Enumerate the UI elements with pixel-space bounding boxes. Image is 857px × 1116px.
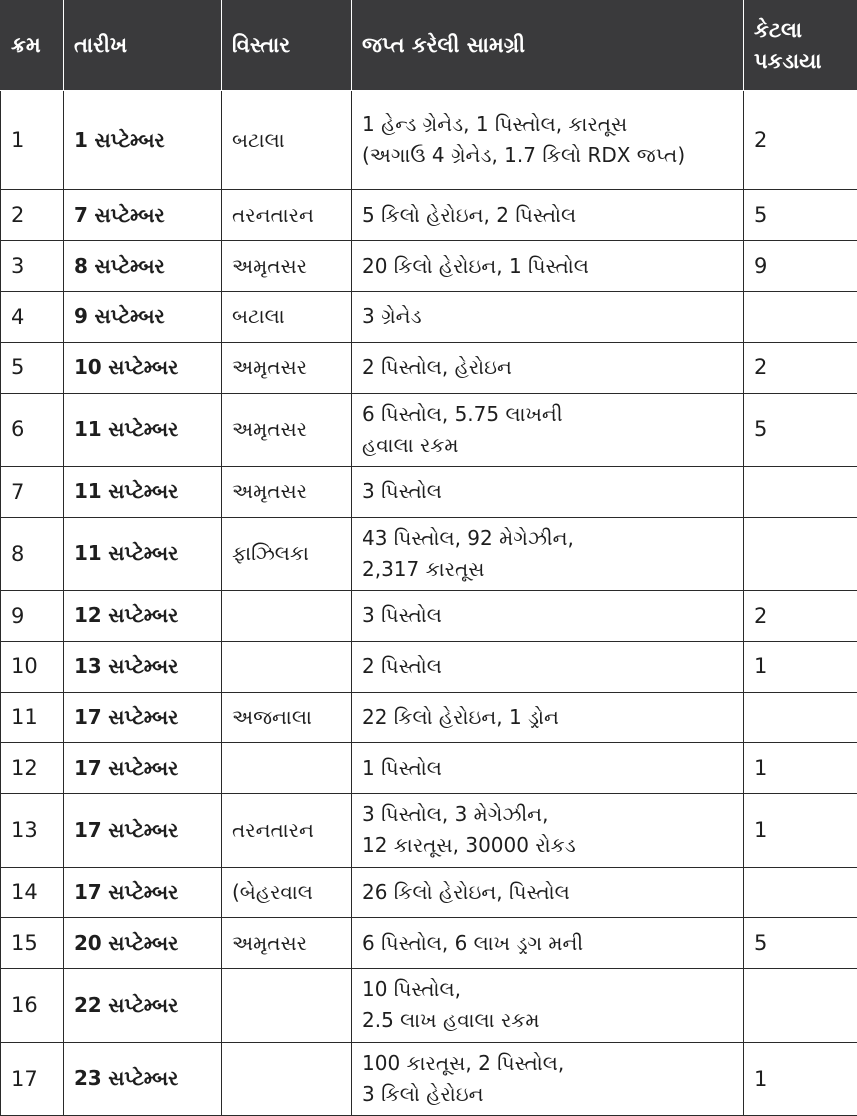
seized-line: 20 કિલો હેરોઇન, 1 પિસ્તોલ [362, 253, 589, 278]
cell-serial: 16 [1, 969, 64, 1042]
cell-seized [352, 91, 744, 190]
cell-serial: 4 [1, 291, 64, 342]
header-seized: જપ્ત કરેલી સામગ્રી [352, 1, 744, 91]
cell-seized [352, 692, 744, 743]
cell-arrested: 1 [744, 794, 857, 867]
cell-seized [352, 466, 744, 517]
seized-line: 1 પિસ્તોલ [362, 755, 442, 780]
cell-arrested: 2 [744, 91, 857, 190]
cell-arrested [744, 517, 857, 590]
cell-area: અમૃતસર [222, 918, 352, 969]
cell-seized [352, 291, 744, 342]
table-row [1, 641, 857, 692]
cell-arrested: 5 [744, 190, 857, 241]
cell-serial: 12 [1, 743, 64, 794]
cell-seized [352, 743, 744, 794]
table-row [1, 190, 857, 241]
table-row [1, 867, 857, 918]
cell-area [222, 969, 352, 1042]
cell-serial: 3 [1, 241, 64, 292]
cell-area: બટાલા [222, 291, 352, 342]
cell-arrested: 1 [744, 641, 857, 692]
seized-line: 26 કિલો હેરોઇન, પિસ્તોલ [362, 880, 570, 905]
seized-line: 3 કિલો હેરોઇન [362, 1081, 484, 1106]
seized-line: 43 પિસ્તોલ, 92 મેગેઝીન, [362, 525, 574, 550]
cell-date: 8 સપ્ટેમ્બર [64, 241, 222, 292]
cell-arrested [744, 969, 857, 1042]
cell-arrested: 1 [744, 743, 857, 794]
seized-line: 3 પિસ્તોલ [362, 479, 442, 504]
cell-serial: 9 [1, 591, 64, 642]
cell-area: અમૃતસર [222, 342, 352, 393]
cell-area: અમૃતસર [222, 466, 352, 517]
seized-line: 22 કિલો હેરોઇન, 1 ડ્રોન [362, 705, 559, 730]
table-row [1, 241, 857, 292]
seized-line: 6 પિસ્તોલ, 6 લાખ ડ્રગ મની [362, 930, 584, 955]
seized-line: હવાલા રકમ [362, 432, 459, 457]
cell-serial: 11 [1, 692, 64, 743]
cell-arrested: 9 [744, 241, 857, 292]
cell-arrested: 5 [744, 918, 857, 969]
cell-date: 22 સપ્ટેમ્બર [64, 969, 222, 1042]
cell-seized [352, 591, 744, 642]
cell-seized [352, 241, 744, 292]
cell-area [222, 743, 352, 794]
table-header [1, 1, 857, 91]
cell-area: અમૃતસર [222, 393, 352, 466]
cell-area: ફાઝિલકા [222, 517, 352, 590]
cell-serial: 13 [1, 794, 64, 867]
cell-seized [352, 969, 744, 1042]
table-row [1, 393, 857, 466]
cell-date: 17 સપ્ટેમ્બર [64, 692, 222, 743]
table-row [1, 969, 857, 1042]
cell-seized [352, 342, 744, 393]
table-body [1, 91, 857, 1116]
cell-date: 17 સપ્ટેમ્બર [64, 794, 222, 867]
table-row [1, 743, 857, 794]
cell-arrested: 2 [744, 342, 857, 393]
cell-arrested [744, 291, 857, 342]
header-arrested-line2: પકડાયા [754, 48, 822, 73]
table-row [1, 918, 857, 969]
cell-serial: 6 [1, 393, 64, 466]
cell-date: 11 સપ્ટેમ્બર [64, 393, 222, 466]
table-row [1, 591, 857, 642]
cell-date: 11 સપ્ટેમ્બર [64, 517, 222, 590]
cell-area: અજનાલા [222, 692, 352, 743]
cell-date: 23 સપ્ટેમ્બર [64, 1042, 222, 1115]
cell-area: (બેહરવાલ [222, 867, 352, 918]
seized-line: 10 પિસ્તોલ, [362, 977, 461, 1002]
cell-serial: 7 [1, 466, 64, 517]
cell-seized [352, 867, 744, 918]
cell-date: 9 સપ્ટેમ્બર [64, 291, 222, 342]
cell-arrested [744, 466, 857, 517]
cell-date: 10 સપ્ટેમ્બર [64, 342, 222, 393]
table-row [1, 1042, 857, 1115]
header-serial: ક્રમ [1, 1, 64, 91]
cell-arrested: 2 [744, 591, 857, 642]
seized-line: 12 કારતૂસ, 30000 રોકડ [362, 833, 576, 858]
table-row [1, 517, 857, 590]
header-arrested-line1: કેટલા [754, 18, 803, 43]
seized-line: 3 પિસ્તોલ [362, 603, 442, 628]
seized-line: 100 કારતૂસ, 2 પિસ્તોલ, [362, 1050, 565, 1075]
cell-arrested [744, 692, 857, 743]
cell-arrested: 1 [744, 1042, 857, 1115]
cell-date: 17 સપ્ટેમ્બર [64, 743, 222, 794]
cell-date: 20 સપ્ટેમ્બર [64, 918, 222, 969]
cell-seized [352, 190, 744, 241]
cell-serial: 1 [1, 91, 64, 190]
cell-date: 11 સપ્ટેમ્બર [64, 466, 222, 517]
table-row [1, 794, 857, 867]
cell-area: તરનતારન [222, 190, 352, 241]
cell-seized [352, 918, 744, 969]
cell-area: બટાલા [222, 91, 352, 190]
cell-serial: 17 [1, 1042, 64, 1115]
cell-date: 12 સપ્ટેમ્બર [64, 591, 222, 642]
cell-serial: 5 [1, 342, 64, 393]
seized-line: (અગાઉ 4 ગ્રેનેડ, 1.7 કિલો RDX જપ્ત) [362, 143, 686, 168]
cell-area: અમૃતસર [222, 241, 352, 292]
cell-seized [352, 517, 744, 590]
table-row [1, 91, 857, 190]
cell-serial: 15 [1, 918, 64, 969]
cell-seized [352, 1042, 744, 1115]
seized-line: 5 કિલો હેરોઇન, 2 પિસ્તોલ [362, 202, 577, 227]
cell-serial: 8 [1, 517, 64, 590]
table-row [1, 466, 857, 517]
table-row [1, 692, 857, 743]
table-row [1, 291, 857, 342]
cell-serial: 14 [1, 867, 64, 918]
cell-seized [352, 794, 744, 867]
cell-area [222, 641, 352, 692]
cell-serial: 10 [1, 641, 64, 692]
cell-serial: 2 [1, 190, 64, 241]
seized-line: 6 પિસ્તોલ, 5.75 લાખની [362, 401, 563, 426]
cell-area [222, 591, 352, 642]
seized-line: 2 પિસ્તોલ, હેરોઇન [362, 355, 512, 380]
seized-line: 2,317 કારતૂસ [362, 556, 485, 581]
seized-line: 2 પિસ્તોલ [362, 654, 442, 679]
seized-line: 1 હેન્ડ ગ્રેનેડ, 1 પિસ્તોલ, કારતૂસ [362, 112, 628, 137]
cell-date: 1 સપ્ટેમ્બર [64, 91, 222, 190]
cell-arrested: 5 [744, 393, 857, 466]
cell-arrested [744, 867, 857, 918]
cell-area: તરનતારન [222, 794, 352, 867]
cell-date: 7 સપ્ટેમ્બર [64, 190, 222, 241]
header-arrested [744, 1, 857, 91]
cell-date: 13 સપ્ટેમ્બર [64, 641, 222, 692]
header-date: તારીખ [64, 1, 222, 91]
cell-date: 17 સપ્ટેમ્બર [64, 867, 222, 918]
seized-line: 3 ગ્રેનેડ [362, 304, 422, 329]
cell-seized [352, 393, 744, 466]
seized-line: 2.5 લાખ હવાલા રકમ [362, 1008, 540, 1033]
header-area: વિસ્તાર [222, 1, 352, 91]
cell-seized [352, 641, 744, 692]
cell-area [222, 1042, 352, 1115]
seized-line: 3 પિસ્તોલ, 3 મેગેઝીન, [362, 802, 549, 827]
table-row [1, 342, 857, 393]
